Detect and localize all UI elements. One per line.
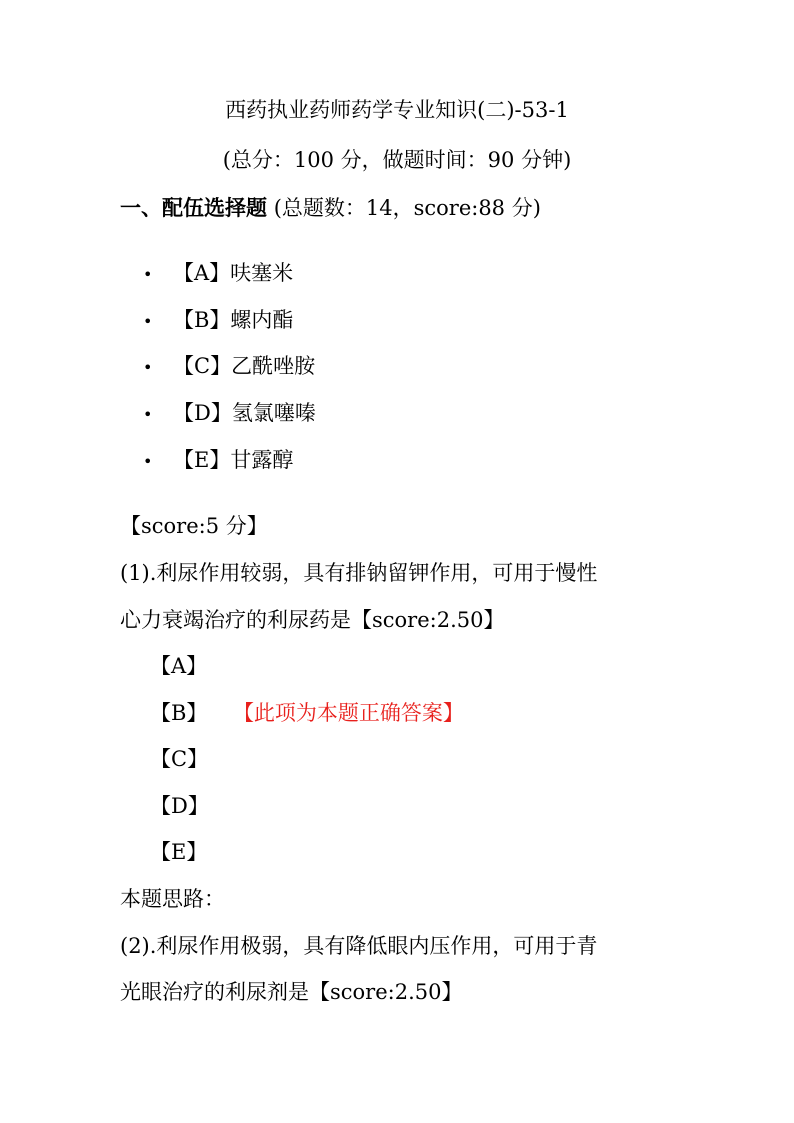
question-2-text-line2: 光眼治疗的利尿剂是【score:2.50】 bbox=[120, 980, 463, 1004]
bullet-icon: • bbox=[143, 451, 153, 471]
choice-a: 【A】呋塞米 bbox=[173, 261, 294, 285]
section-heading bbox=[120, 194, 541, 222]
list-item bbox=[143, 399, 316, 429]
question-1-option-c: 【C】 bbox=[150, 747, 209, 771]
section-label: 一、配伍选择题 bbox=[120, 195, 267, 220]
question-1-option-a: 【A】 bbox=[150, 654, 208, 678]
correct-answer-marker: 【此项为本题正确答案】 bbox=[243, 701, 464, 725]
bullet-icon: • bbox=[143, 311, 153, 331]
section-meta: (总题数：14，score:88 分) bbox=[273, 196, 541, 220]
bullet-icon: • bbox=[143, 264, 153, 284]
list-item bbox=[143, 306, 293, 336]
choice-b: 【B】螺内酯 bbox=[173, 308, 294, 332]
explanation-label: 本题思路： bbox=[120, 887, 225, 911]
choice-d: 【D】氢氯噻嗪 bbox=[173, 401, 316, 425]
question-1-option-b-row bbox=[150, 699, 464, 727]
page-title: 西药执业药师药学专业知识(二)-53-1 bbox=[225, 98, 569, 122]
bullet-icon: • bbox=[143, 404, 153, 424]
list-item bbox=[143, 446, 293, 476]
question-1-text-line1: (1).利尿作用较弱，具有排钠留钾作用，可用于慢性 bbox=[120, 561, 598, 585]
question-1-option-d: 【D】 bbox=[150, 794, 209, 818]
list-item bbox=[143, 352, 315, 382]
choice-c: 【C】乙酰唑胺 bbox=[173, 354, 316, 378]
page-subtitle: (总分：100 分，做题时间：90 分钟) bbox=[222, 148, 572, 172]
list-item bbox=[143, 259, 293, 289]
question-2-text-line1: (2).利尿作用极弱，具有降低眼内压作用，可用于青 bbox=[120, 934, 598, 958]
bullet-icon: • bbox=[143, 357, 153, 377]
group-score: 【score:5 分】 bbox=[120, 514, 268, 538]
choice-e: 【E】甘露醇 bbox=[173, 448, 294, 472]
question-1-option-b: 【B】 bbox=[150, 701, 208, 725]
question-1-text-line2: 心力衰竭治疗的利尿药是【score:2.50】 bbox=[120, 608, 505, 632]
question-1-option-e: 【E】 bbox=[150, 840, 208, 864]
